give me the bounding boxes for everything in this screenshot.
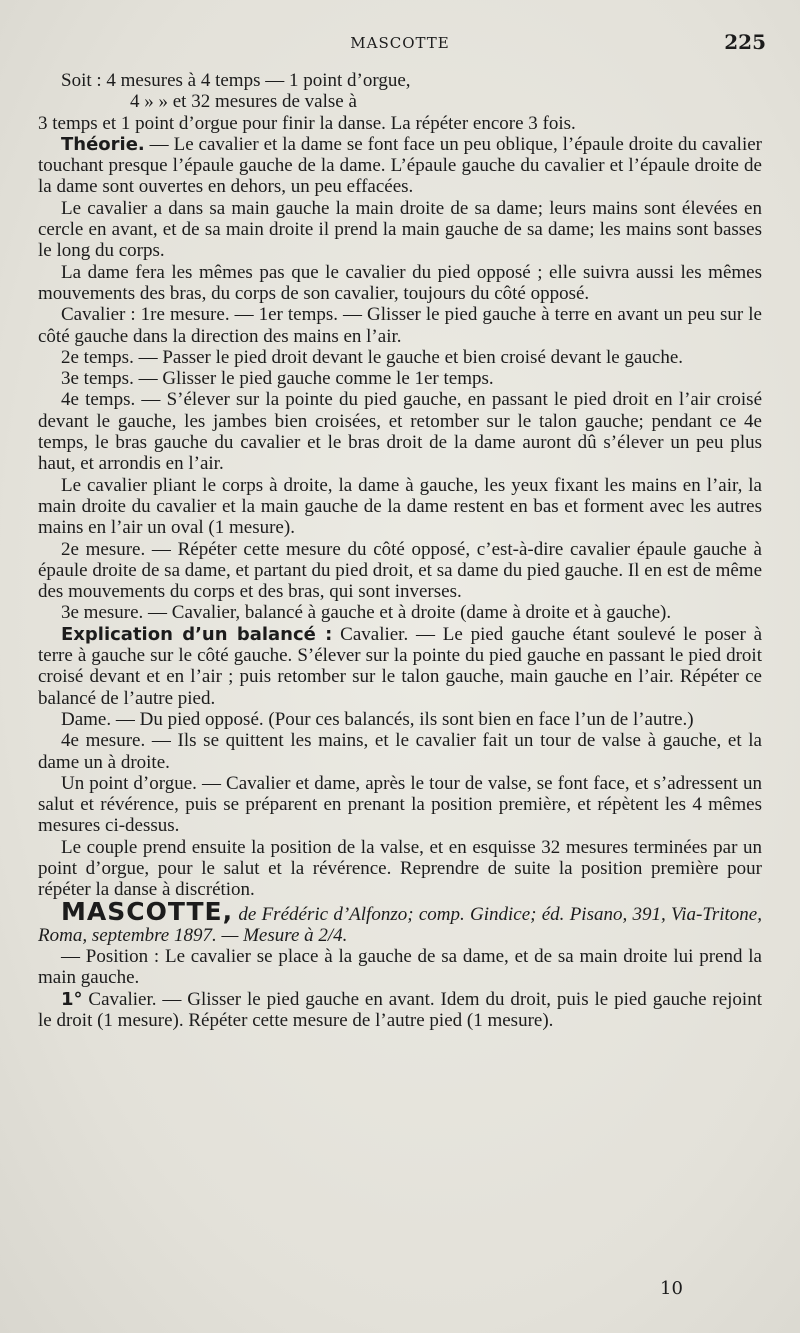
running-header-title: MASCOTTE [350,34,450,52]
page-number: 225 [724,30,766,54]
paragraph-mesure2: 2e mesure. — Répéter cette mesure du côté opposé, c’est-à-dire cavalier épaule gauche à épaule droite de sa dame, et partant du pied droit, et sa dame du pied gauche. Il en est de même des mouvements du corps et des bras, qui sont inverses. [38,538,762,603]
paragraph-soit-line3 [38,113,762,134]
paragraph-temps2: 2e temps. — Passer le pied droit devant le gauche et bien croisé devant le gauche. [61,346,684,368]
paragraph-couple: Le couple prend ensuite la position de la valse, et en esquisse 32 mesures terminées par un point d’orgue, pour le salut et la révérence. Reprendre de suite la position première pour répéter la danse à discrétion. [38,836,762,901]
signature-number: 10 [660,1278,683,1299]
paragraph-temps3: 3e temps. — Glisser le pied gauche comme le 1er temps. [61,368,494,390]
paragraph-dame: La dame fera les mêmes pas que le cavalier du pied opposé ; elle suivra aussi les mêmes mouvements des bras, du corps de son cavalier, toujours du côté opposé. [38,261,762,304]
paragraph-point-orgue: Un point d’orgue. — Cavalier et dame, après le tour de valse, se font face, et s’adressent un salut et révérence, puis se préparent en prenant la position première, et répètent les 4 mêmes mesures ci-dessus. [38,772,762,837]
step1-text: Cavalier. — Glisser le pied gauche en avant. Idem du droit, puis le pied gauche rejoint le droit (1 mesure). Répéter cette mesure de l’autre pied (1 mesure). [38,988,762,1032]
paragraph-explication [38,624,762,709]
mascotte-heading: MASCOTTE, [61,896,234,926]
paragraph-soit-line1 [38,70,762,91]
explication-text: Cavalier. — Le pied gauche étant soulevé le poser à terre à gauche sur le côté gauche. S’élever sur la pointe du pied gauche en passant le pied droit croisé devant et en l’air ; puis retomber sur le talon gauche, main gauche en l’air. Répéter ce balancé de l’autre pied. [38,623,762,709]
mascotte-credit: de Frédéric d’Alfonzo; comp. Gindice; éd. Pisano, 391, Via-Tritone, Roma, septembre 1897. — Mesure à 2/4. [38,903,762,946]
paragraph-soit-line2 [38,91,762,112]
paragraph-dame-balance: Dame. — Du pied opposé. (Pour ces balancés, ils sont bien en face l’un de l’autre.) [61,708,694,730]
explication-label: Explication d’un balancé : [61,623,333,645]
paragraph-mesure4: 4e mesure. — Ils se quittent les mains, et le cavalier fait un tour de valse à gauche, et la dame un à droite. [38,730,762,773]
paragraph-position: — Position : Le cavalier se place à la gauche de sa dame, et de sa main droite lui prend la main gauche. [38,946,762,989]
paragraph-mesure3: 3e mesure. — Cavalier, balancé à gauche et à droite (dame à droite et à gauche). [61,602,672,624]
step1-label: 1° [61,988,83,1010]
text-soit-line3: 3 temps et 1 point d’orgue pour finir la danse. La répéter encore 3 fois. [38,112,576,134]
paragraph-pliant: Le cavalier pliant le corps à droite, la dame à gauche, les yeux fixant les mains en l’air, la main droite du cavalier et la main gauche de la dame restent en bas et forment avec les autres mains en l’air un oval (1 mesure). [38,474,762,539]
paragraph-theorie [38,134,762,198]
text-soit-line1: Soit : 4 mesures à 4 temps — 1 point d’orgue, [61,70,411,91]
paragraph-step1 [38,989,762,1032]
paragraph-temps4: 4e temps. — S’élever sur la pointe du pied gauche, en passant le pied droit en l’air croisé devant le gauche, les jambes bien croisées, et retomber sur le talon gauche; pendant ce 4e temps, le bras gauche du cavalier et le bras droit de la dame auront dû s’élever un peu plus haut, et arrondis en l’air. [38,389,762,475]
text-soit-line2: 4 » » et 32 mesures de valse à [130,91,357,113]
page-body [38,70,762,1031]
paragraph-cavalier-mesure1: Cavalier : 1re mesure. — 1er temps. — Glisser le pied gauche à terre en avant un peu sur le côté gauche dans la direction des mains en l’air. [38,304,762,347]
paragraph-mascotte-title [38,896,762,947]
paragraph-mains: Le cavalier a dans sa main gauche la main droite de sa dame; leurs mains sont élevées en cercle en avant, et de sa main droite il prend la main gauche de sa dame; les mains sont basses le long du corps. [38,197,762,262]
theorie-text: — Le cavalier et la dame se font face un peu oblique, l’épaule droite du cavalier touchant presque l’épaule gauche de la dame. L’épaule gauche du cavalier et l’épaule droite de la dame sont ouvertes en dehors, un peu effacées. [38,133,762,198]
theorie-label: Théorie. [61,133,145,155]
